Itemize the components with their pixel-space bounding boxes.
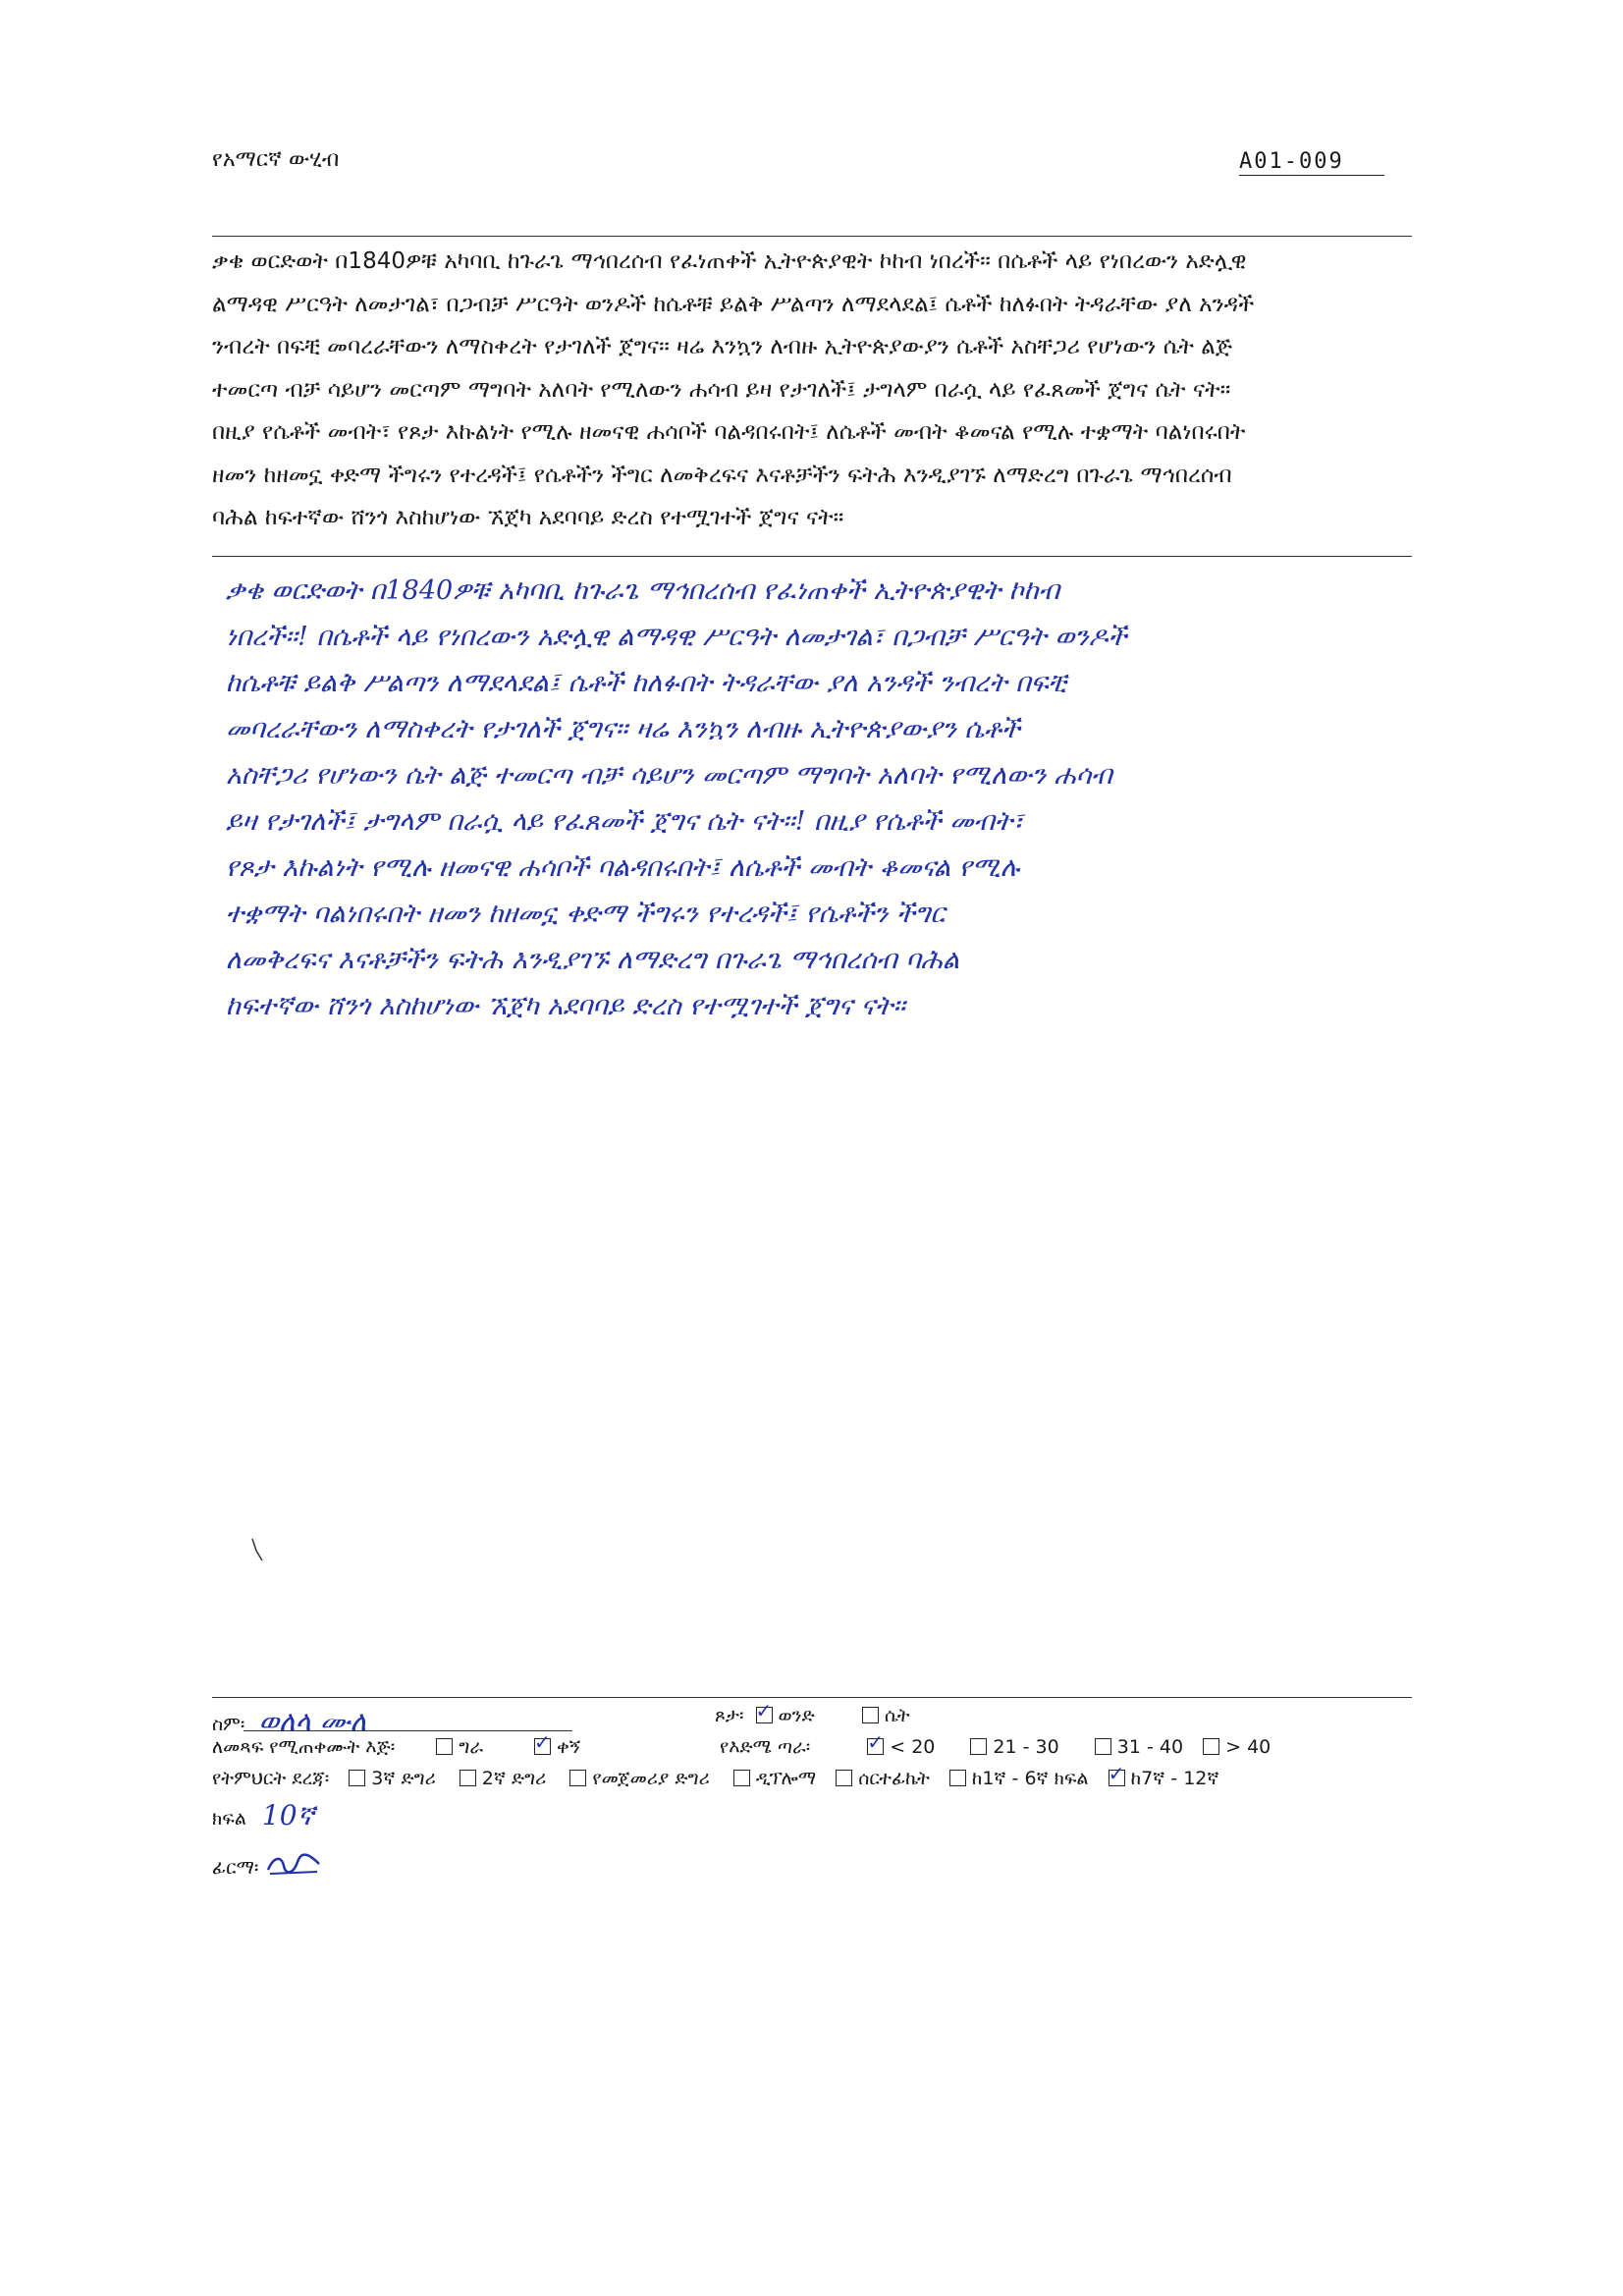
handwritten-line: የጾታ እኩልነት የሚሉ ዘመናዊ ሐሳቦች ባልዳበሩበት፤ ለሴቶች መብት ቆመናል የሚሉ [226,852,1020,883]
age-31-40-checkbox[interactable] [1095,1738,1111,1755]
hand-left-label: ግራ [459,1736,483,1758]
edu-diploma-label: ዲፕሎማ [755,1768,817,1789]
age-over40-label: > 40 [1225,1736,1271,1758]
handwritten-line: ይዛ የታገለች፤ ታግላም በራሷ ላይ የፈጸመች ጀግና ሴት ናት።! በዚያ የሴቶች መብት፣ [226,806,1024,837]
hand-left-checkbox[interactable] [436,1738,453,1755]
page-header-title: የአማርኛ ውሂብ [212,147,340,172]
handwritten-line: ከፍተኛው ሸንጎ እስከሆነው ኧጀካ አደባባይ ድረስ የተሟገተች ጀግና ናት። [226,991,906,1021]
name-underline [243,1730,572,1731]
printed-line: ቃቄ ወርድወት በ1840ዎቹ አካባቢ ከጉራጌ ማኅበረሰብ የፈነጠቀች ኢትዮጵያዊት ኮከብ ነበረች። በሴቶች ላይ የነበረውን አድሏዊ [212,248,1247,274]
age-21-30-checkbox[interactable] [970,1738,987,1755]
edu-certificate-checkbox[interactable] [836,1770,852,1786]
age-over40-checkbox[interactable] [1203,1738,1219,1755]
name-label: ስም፡ [212,1714,245,1735]
name-value[interactable]: ወለላ ሙለ [258,1705,367,1737]
printed-line: በዚያ የሴቶች መብት፣ የጾታ እኩልነት የሚሉ ዘመናዊ ሐሳቦች ባልዳበሩበት፤ ለሴቶች መብት ቆመናል የሚሉ ተቋማት ባልነበሩበት [212,419,1246,445]
stray-pen-mark [250,1537,270,1566]
gender-label: ጾታ፡ [715,1705,744,1726]
edu-bachelors-checkbox[interactable] [569,1770,586,1786]
edu-certificate-label: ሰርተፊኬት [858,1768,930,1789]
signature-scribble [264,1850,323,1880]
edu-grade7-12-label: ከ7ኛ - 12ኛ [1130,1768,1219,1789]
edu-diploma-checkbox[interactable] [733,1770,750,1786]
printed-line: ባሕል ከፍተኛው ሸንጎ እስከሆነው ኧጀካ አደባባይ ድረስ የተሟገተች ጀግና ናት። [212,505,844,530]
form-divider [212,1697,1412,1698]
edu-masters-label: 2ኛ ድግሪ [481,1768,547,1789]
handwritten-line: ነበረች።! በሴቶች ላይ የነበረውን አድሏዊ ልማዳዊ ሥርዓት ለመታገል፣ በጋብቻ ሥርዓት ወንዶች [226,622,1127,652]
grade-value[interactable]: 10ኛ [261,1799,315,1831]
edu-grade1-6-checkbox[interactable] [949,1770,966,1786]
handwritten-transcription [226,568,1414,1029]
handwritten-line: መባረራቸውን ለማስቀረት የታገለች ጀግና። ዛሬ እንኳን ለብዙ ኢትዮጵያውያን ሴቶች [226,714,1020,744]
edu-grade7-12-checkbox[interactable] [1109,1770,1125,1786]
gender-male-label: ወንድ [778,1705,815,1726]
edu-grade1-6-label: ከ1ኛ - 6ኛ ክፍል [971,1768,1089,1789]
printed-line: ልማዳዊ ሥርዓት ለመታገል፣ በጋብቻ ሥርዓት ወንዶች ከሴቶቹ ይልቅ ሥልጣን ለማደላደል፤ ሴቶች ከለፉበት ትዳራቸው ያለ አንዳች [212,291,1255,317]
handwritten-line: አስቸጋሪ የሆነውን ሴት ልጅ ተመርጣ ብቻ ሳይሆን መርጣም ማግባት አለባት የሚለውን ሐሳብ [226,760,1112,791]
age-21-30-label: 21 - 30 [993,1736,1059,1758]
age-under20-checkbox[interactable] [867,1738,884,1755]
handwritten-line: ከሴቶቹ ይልቅ ሥልጣን ለማደላደል፤ ሴቶች ከለፉበት ትዳራቸው ያለ አንዳች ንብረት በፍቺ [226,668,1066,698]
edu-phd-label: 3ኛ ድግሪ [371,1768,436,1789]
participant-form [212,1705,1412,1921]
age-under20-label: < 20 [890,1736,936,1758]
printed-line: ንብረት በፍቺ መባረራቸውን ለማስቀረት የታገለች ጀግና። ዛሬ እንኳን ለብዙ ኢትዮጵያውያን ሴቶች አስቸጋሪ የሆነውን ሴት ልጅ [212,334,1233,359]
gender-male-checkbox[interactable] [756,1707,773,1723]
hand-label: ለመጻፍ የሚጠቀሙት እጅ፡ [212,1736,396,1758]
top-divider [212,236,1412,237]
hand-right-checkbox[interactable] [534,1738,551,1755]
edu-bachelors-label: የመጀመሪያ ድግሪ [592,1768,710,1789]
edu-phd-checkbox[interactable] [349,1770,365,1786]
age-label: የእድሜ ጣራ፡ [720,1736,811,1758]
handwritten-line: ለመቅረፍና እናቶቻችን ፍትሕ እንዲያገኙ ለማድረግ በጉራጌ ማኅበረሰብ ባሕል [226,945,960,975]
document-id-underline [1239,175,1384,176]
handwritten-line: ተቋማት ባልነበሩበት ዘመን ከዘመኗ ቀድማ ችግሩን የተረዳች፤ የሴቶችን ችግር [226,899,946,929]
hand-right-label: ቀኝ [557,1736,581,1758]
gender-female-label: ሴት [884,1705,910,1726]
grade-label: ክፍል [212,1808,246,1830]
printed-paragraph [212,241,1412,540]
printed-line: ተመርጣ ብቻ ሳይሆን መርጣም ማግባት አለባት የሚለውን ሐሳብ ይዛ የታገለች፤ ታግላም በራሷ ላይ የፈጸመች ጀግና ሴት ናት። [212,376,1231,403]
handwritten-line: ቃቄ ወርድወት በ1840ዎቹ አካባቢ ከጉራጌ ማኅበረሰብ የፈነጠቀች ኢትዮጵያዊት ኮከብ [226,575,1060,606]
signature-label: ፊርማ፡ [212,1857,259,1879]
middle-divider [212,556,1412,557]
education-label: የትምህርት ደረጃ፡ [212,1768,330,1789]
age-31-40-label: 31 - 40 [1116,1736,1184,1758]
edu-masters-checkbox[interactable] [460,1770,476,1786]
printed-line: ዘመን ከዘመኗ ቀድማ ችግሩን የተረዳች፤ የሴቶችን ችግር ለመቅረፍና እናቶቻችን ፍትሕ እንዲያገኙ ለማድረግ በጉራጌ ማኅበረሰብ [212,462,1232,488]
gender-female-checkbox[interactable] [862,1707,879,1723]
document-id: A01-009 [1239,149,1344,174]
